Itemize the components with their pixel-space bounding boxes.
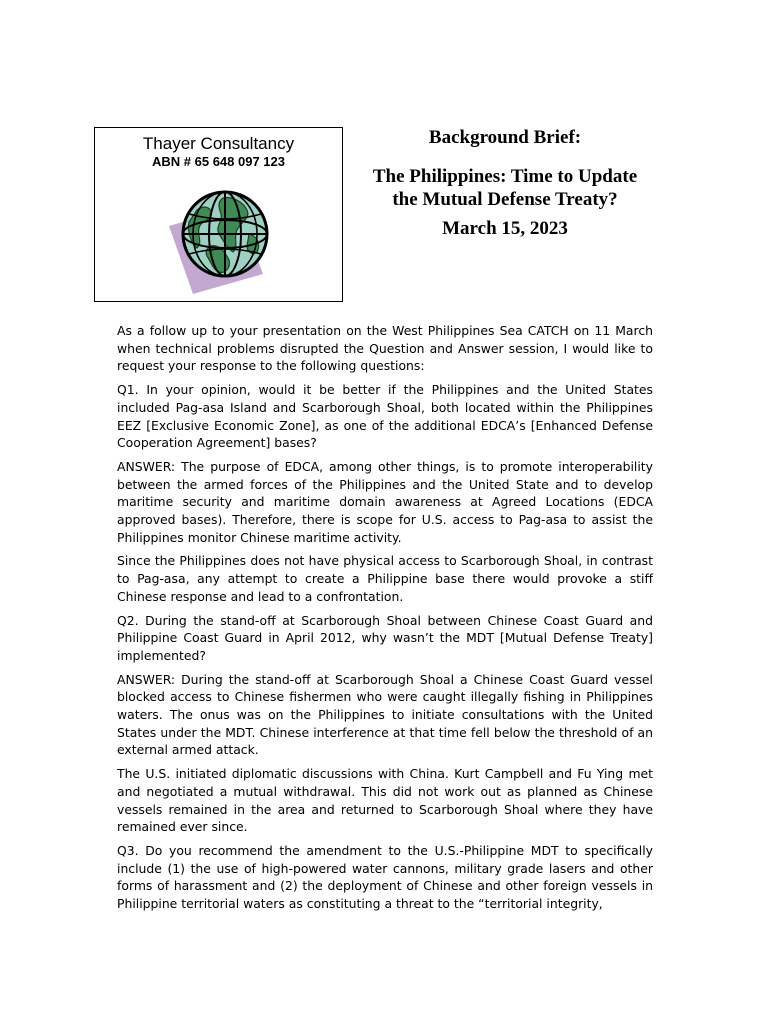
document-title-line-1: The Philippines: Time to Update	[372, 166, 638, 187]
answer-2-continued: The U.S. initiated diplomatic discussions with China. Kurt Campbell and Fu Ying met and negotiated a mutual withdrawal. This did not work out as planned as Chinese vessels remained in the area and returned to Scarborough Shoal where they have remained ever since.	[117, 766, 653, 835]
question-3: Q3. Do you recommend the amendment to the U.S.-Philippine MDT to specifically include (1) the use of high-powered water cannons, military grade lasers and other forms of harassment and (2) the deployment of Chinese and other foreign vessels in Philippine territorial waters as constituting a threat to the “territorial integrity,	[117, 842, 653, 912]
background-brief-heading: Background Brief:	[428, 127, 582, 148]
answer-1: ANSWER: The purpose of EDCA, among other things, is to promote interoperability between the armed forces of the Philippines and the United State and to develop maritime security and maritime domain awareness at Agreed Locations (EDCA approved bases). Therefore, there is scope for U.S. access to Pag-asa to assist the Philippines monitor Chinese maritime activity.	[117, 458, 653, 545]
company-abn: ABN # 65 648 097 123	[152, 154, 285, 169]
document-title	[350, 165, 660, 211]
company-name: Thayer Consultancy	[142, 134, 295, 153]
document-title-line-2: the Mutual Defense Treaty?	[392, 189, 618, 210]
globe-icon	[167, 186, 277, 296]
question-1: Q1. In your opinion, would it be better if the Philippines and the United States included Pag-asa Island and Scarborough Shoal, both located within the Philippines EEZ [Exclusive Economic Zone], as one of the additional EDCA’s [Enhanced Defense Cooperation Agreement] bases?	[117, 382, 653, 451]
intro-paragraph: As a follow up to your presentation on the West Philippines Sea CATCH on 11 March when technical problems disrupted the Question and Answer session, I would like to request your response to the following questions:	[117, 323, 653, 374]
answer-1-continued: Since the Philippines does not have physical access to Scarborough Shoal, in contrast to Pag-asa, any attempt to create a Philippine base there would provoke a stiff Chinese response and lead to a confrontation.	[117, 553, 653, 604]
document-body	[117, 322, 653, 919]
question-2: Q2. During the stand-off at Scarborough Shoal between Chinese Coast Guard and Philippine Coast Guard in April 2012, why wasn’t the MDT [Mutual Defense Treaty] implemented?	[117, 612, 653, 663]
document-date: March 15, 2023	[442, 218, 568, 239]
company-logo-box	[94, 127, 343, 302]
answer-2: ANSWER: During the stand-off at Scarborough Shoal a Chinese Coast Guard vessel blocked access to Chinese fishermen who were caught illegally fishing in Philippines waters. The onus was on the Philippines to initiate consultations with the United States under the MDT. Chinese interference at that time fell below the threshold of an external armed attack.	[117, 671, 653, 758]
